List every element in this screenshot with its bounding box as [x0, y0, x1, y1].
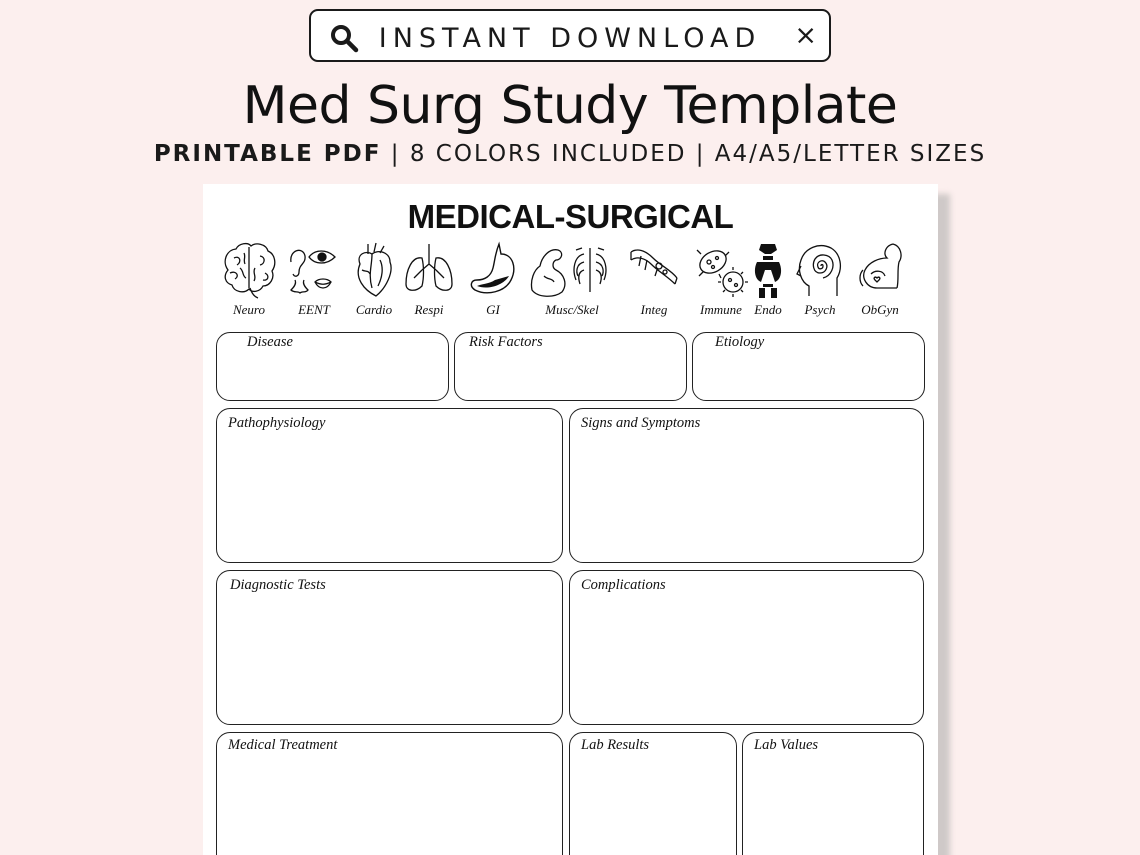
disease-box[interactable]	[216, 332, 449, 401]
system-obgyn	[853, 240, 907, 318]
system-cardio	[348, 240, 400, 318]
etiology-box[interactable]	[692, 332, 925, 401]
system-label: Endo	[754, 302, 782, 317]
arm-ribcage-icon	[526, 240, 618, 300]
pathophysiology-box[interactable]	[216, 408, 563, 563]
system-neuro	[220, 240, 278, 318]
system-integ	[627, 240, 681, 318]
lab-values-box[interactable]	[742, 732, 924, 855]
system-respi	[402, 240, 456, 318]
template-sheet	[203, 184, 938, 855]
pregnant-icon	[853, 240, 907, 300]
system-eent	[285, 240, 343, 318]
skin-icon	[627, 240, 681, 300]
microbe-icon	[693, 240, 749, 300]
system-gi	[465, 240, 521, 318]
brain-icon	[220, 240, 278, 300]
box-label: Risk Factors	[469, 334, 543, 350]
risk-factors-box[interactable]	[454, 332, 687, 401]
system-label: ObGyn	[861, 302, 899, 317]
signs-symptoms-box[interactable]	[569, 408, 924, 563]
box-label: Medical Treatment	[228, 737, 338, 753]
box-label: Lab Values	[754, 737, 819, 753]
system-immune	[693, 240, 749, 318]
subtitle-bold: PRINTABLE PDF	[153, 141, 382, 167]
system-label: Integ	[640, 302, 668, 317]
system-label: Psych	[804, 302, 836, 317]
system-label: EENT	[298, 302, 330, 317]
box-label: Etiology	[715, 334, 765, 350]
system-label: Respi	[414, 302, 444, 317]
search-text: INSTANT DOWNLOAD	[378, 23, 762, 54]
heart-icon	[350, 240, 398, 300]
head-spiral-icon	[795, 240, 845, 300]
search-icon	[329, 23, 359, 53]
box-label: Pathophysiology	[228, 415, 326, 431]
sheet-title: MEDICAL-SURGICAL	[407, 198, 734, 235]
search-bar[interactable]	[309, 9, 831, 62]
close-icon[interactable]: ×	[794, 20, 817, 51]
subtitle-rest: | 8 COLORS INCLUDED | A4/A5/LETTER SIZES	[381, 141, 987, 167]
system-label: Immune	[700, 302, 742, 317]
box-label: Diagnostic Tests	[230, 577, 326, 593]
page-subtitle	[0, 141, 1140, 167]
lab-results-box[interactable]	[569, 732, 737, 855]
system-label: Neuro	[232, 302, 266, 317]
box-label: Disease	[247, 334, 293, 350]
box-label: Signs and Symptoms	[581, 415, 701, 431]
stomach-icon	[465, 240, 521, 300]
box-label: Complications	[581, 577, 666, 593]
diagnostic-tests-box[interactable]	[216, 570, 563, 725]
ear-eye-nose-mouth-icon	[285, 240, 343, 300]
system-label: GI	[486, 302, 500, 317]
system-endo	[751, 240, 785, 318]
box-label: Lab Results	[581, 737, 650, 753]
lungs-icon	[402, 240, 456, 300]
complications-box[interactable]	[569, 570, 924, 725]
system-musc-skel	[526, 240, 618, 318]
thyroid-icon	[751, 240, 785, 300]
page-title: Med Surg Study Template	[242, 76, 898, 136]
system-psych	[795, 240, 845, 318]
system-label: Musc/Skel	[545, 302, 599, 317]
medical-treatment-box[interactable]	[216, 732, 563, 855]
system-label: Cardio	[355, 302, 393, 317]
